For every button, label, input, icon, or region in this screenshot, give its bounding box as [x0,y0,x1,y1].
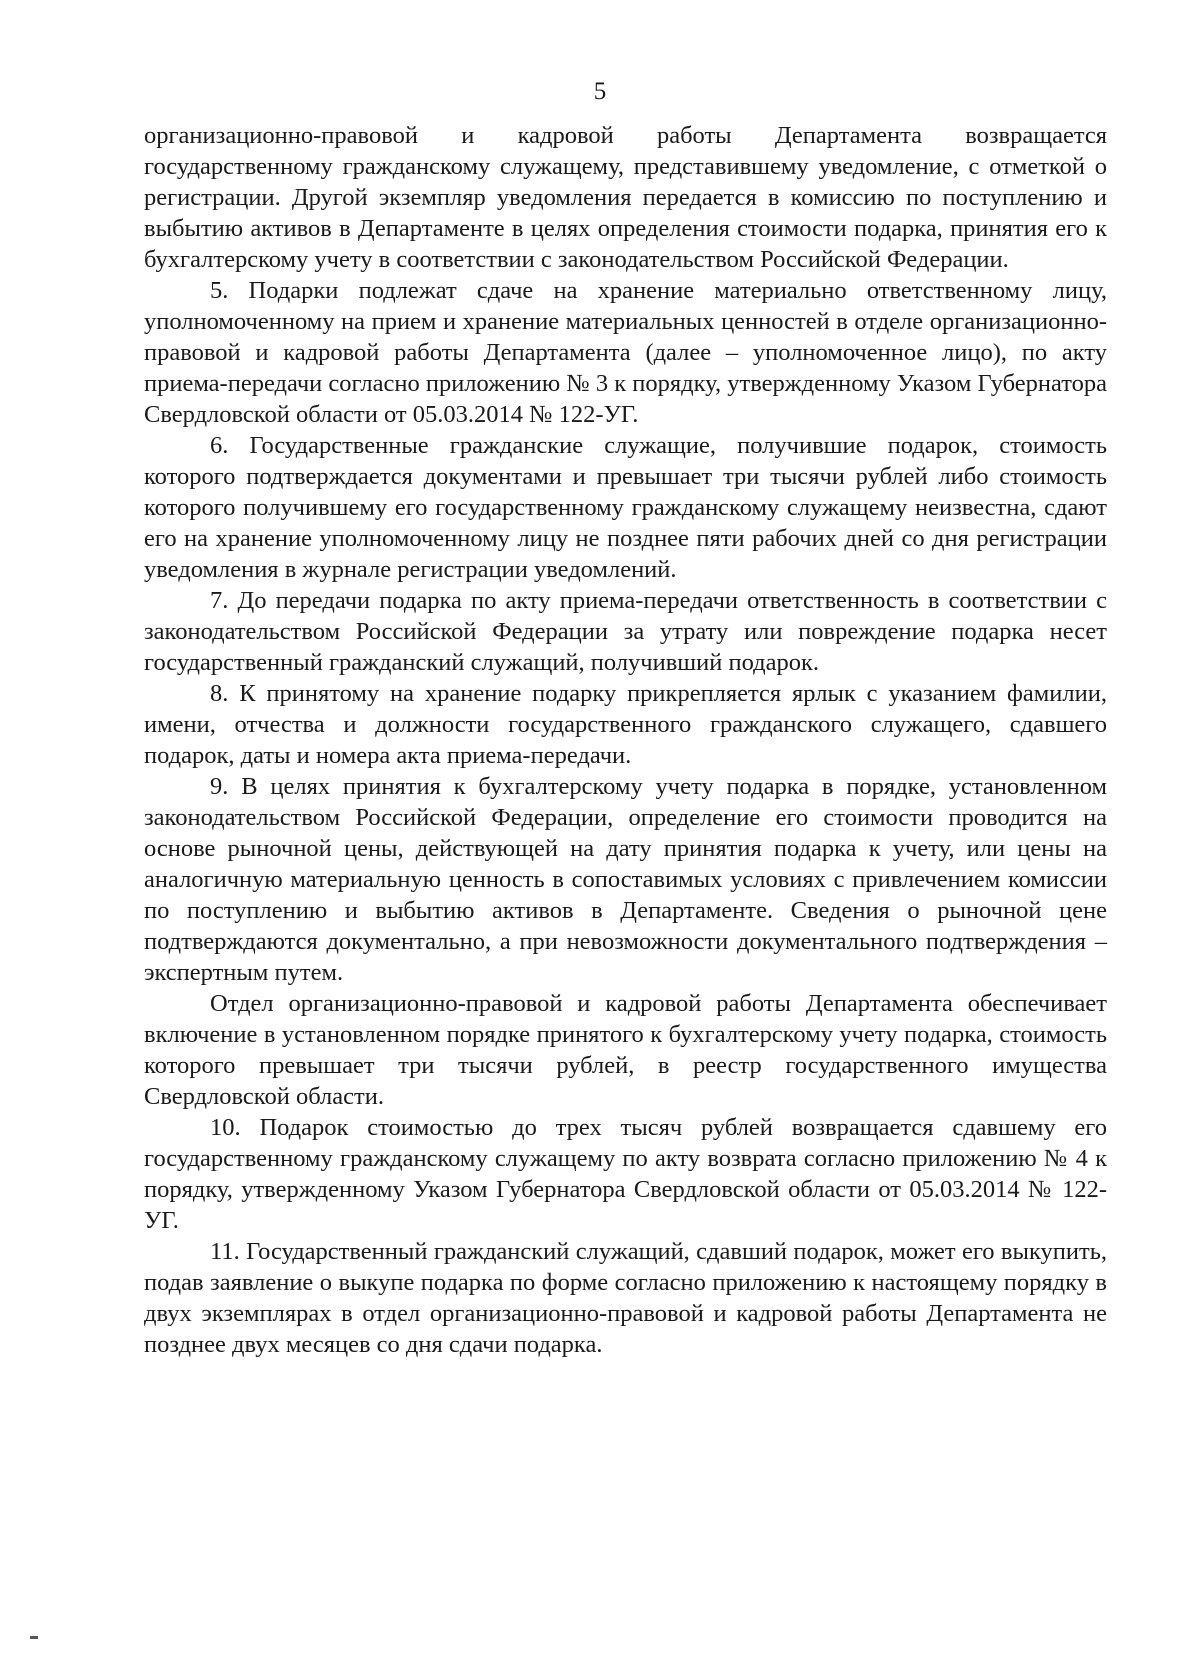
page-number: 5 [593,78,607,105]
scan-artifact [30,1636,38,1639]
paragraph-9: 9. В целях принятия к бухгалтерскому учету подарка в порядке, установленном законодательством Российской Федерации, определение его стоимости проводится на основе рыночной цены, действующей на дату принятия подарка к учету, или цены на аналогичную материальную ценность в сопоставимых условиях с привлечением комиссии по поступлению и выбытию активов в Департаменте. Сведения о рыночной цене подтверждаются документально, а при невозможности документального подтверждения – экспертным путем. [144,773,1107,986]
paragraph-10: 10. Подарок стоимостью до трех тысяч рублей возвращается сдавшему его государственному гражданскому служащему по акту возврата согласно приложению № 4 к порядку, утвержденному Указом Губернатора Свердловской области от 05.03.2014 № 122-УГ. [144,1114,1107,1234]
document-body [144,120,1107,1360]
paragraph-8: 8. К принятому на хранение подарку прикрепляется ярлык с указанием фамилии, имени, отчества и должности государственного гражданского служащего, сдавшего подарок, даты и номера акта приема-передачи. [144,680,1107,769]
paragraph-7: 7. До передачи подарка по акту приема-передачи ответственность в соответствии с законодательством Российской Федерации за утрату или повреждение подарка несет государственный гражданский служащий, получивший подарок. [144,587,1107,676]
paragraph-continuation: организационно-правовой и кадровой работы Департамента возвращается государственному гражданскому служащему, представившему уведомление, с отметкой о регистрации. Другой экземпляр уведомления передается в комиссию по поступлению и выбытию активов в Департаменте в целях определения стоимости подарка, принятия его к бухгалтерскому учету в соответствии с законодательством Российской Федерации. [144,122,1107,273]
paragraph-9-continued: Отдел организационно-правовой и кадровой работы Департамента обеспечивает включение в установленном порядке принятого к бухгалтерскому учету подарка, стоимость которого превышает три тысячи рублей, в реестр государственного имущества Свердловской области. [144,990,1107,1110]
paragraph-6: 6. Государственные гражданские служащие, получившие подарок, стоимость которого подтверждается документами и превышает три тысячи рублей либо стоимость которого получившему его государственному гражданскому служащему неизвестна, сдают его на хранение уполномоченному лицу не позднее пяти рабочих дней со дня регистрации уведомления в журнале регистрации уведомлений. [144,432,1107,583]
paragraph-5: 5. Подарки подлежат сдаче на хранение материально ответственному лицу, уполномоченному на прием и хранение материальных ценностей в отделе организационно-правовой и кадровой работы Департамента (далее – уполномоченное лицо), по акту приема-передачи согласно приложению № 3 к порядку, утвержденному Указом Губернатора Свердловской области от 05.03.2014 № 122-УГ. [144,277,1107,428]
paragraph-11: 11. Государственный гражданский служащий, сдавший подарок, может его выкупить, подав заявление о выкупе подарка по форме согласно приложению к настоящему порядку в двух экземплярах в отдел организационно-правовой и кадровой работы Департамента не позднее двух месяцев со дня сдачи подарка. [144,1238,1107,1358]
